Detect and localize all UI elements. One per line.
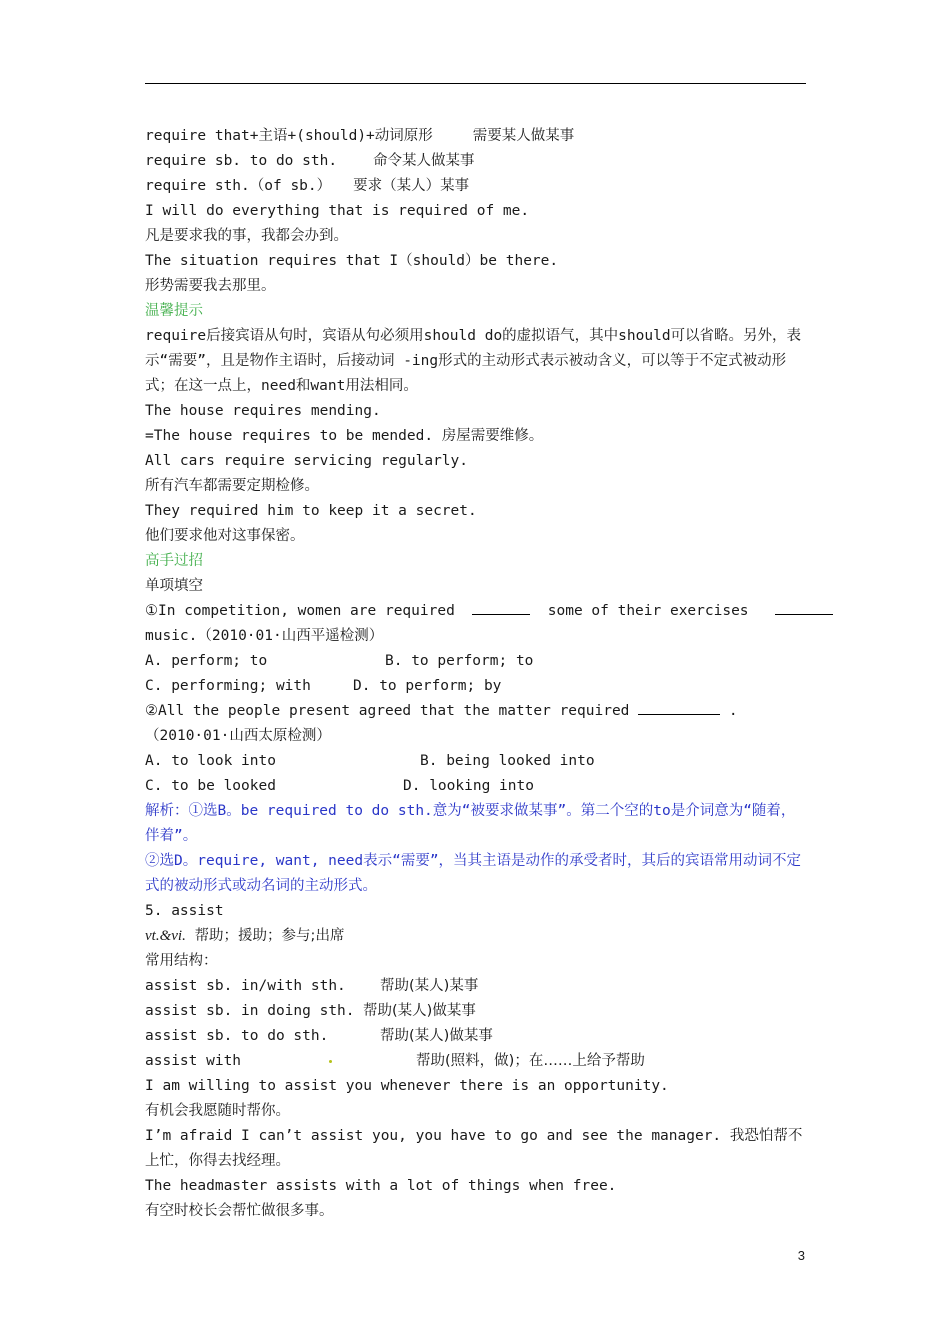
answer-blank	[775, 599, 833, 615]
question-1-options-row-2: C. performing; with D. to perform; by	[145, 678, 502, 694]
tip-heading: 温馨提示	[145, 303, 203, 319]
question-2: ②All the people present agreed that the matter required .	[145, 699, 807, 724]
require-structure-1: require that+主语+(should)+动词原形 需要某人做某事	[145, 128, 575, 144]
assist-definition: vt.&vi. 帮助；援助；参与;出席	[145, 928, 345, 944]
answer-blank	[638, 699, 720, 715]
question-2-options-row-1: A. to look into B. being looked into	[145, 753, 595, 769]
assist-structure-3: assist sb. to do sth. 帮助(某人)做某事	[145, 1028, 493, 1044]
assist-example-2: I’m afraid I can’t assist you, you have to go and see the manager. 我恐怕帮不上忙，你得去找经理。	[145, 1128, 803, 1169]
tip-example-2-cn: 所有汽车都需要定期检修。	[145, 478, 319, 494]
question-1-continued: music.（2010·01·山西平遥检测）	[145, 628, 384, 644]
assist-example-1-en: I am willing to assist you whenever there is an opportunity.	[145, 1078, 669, 1094]
assist-structure-2: assist sb. in doing sth. 帮助(某人)做某事	[145, 1003, 476, 1019]
require-example-2-cn: 形势需要我去那里。	[145, 278, 276, 294]
require-example-2-en: The situation requires that I（should）be there.	[145, 253, 559, 269]
require-structure-2: require sb. to do sth. 命令某人做某事	[145, 153, 475, 169]
question-2-options-row-2: C. to be looked D. looking into	[145, 778, 534, 794]
tip-example-2-en: All cars require servicing regularly.	[145, 453, 469, 469]
assist-structure-4: assist with 帮助(照料，做)；在……上给予帮助	[145, 1053, 645, 1069]
marker-dot	[329, 1060, 332, 1063]
tip-example-3-cn: 他们要求他对这事保密。	[145, 528, 305, 544]
document-body	[145, 124, 807, 1224]
question-2-source: （2010·01·山西太原检测）	[145, 728, 331, 744]
assist-example-1-cn: 有机会我愿随时帮你。	[145, 1103, 290, 1119]
tip-example-1: The house requires mending.	[145, 403, 381, 419]
tip-text: require后接宾语从句时，宾语从句必须用should do的虚拟语气，其中should可以省略。另外，表示“需要”，且是物作主语时，后接动词 -ing形式的主动形式表示被动含义，可以等于不定式被动形式；在这一点上，need和want用法相同。	[145, 328, 802, 394]
practice-subheading: 单项填空	[145, 578, 203, 594]
page-number: 3	[797, 1248, 805, 1263]
assist-common-structures: 常用结构：	[145, 953, 218, 969]
practice-heading: 高手过招	[145, 553, 203, 569]
require-example-1-en: I will do everything that is required of me.	[145, 203, 530, 219]
tip-example-3-en: They required him to keep it a secret.	[145, 503, 477, 519]
assist-example-3-en: The headmaster assists with a lot of things when free.	[145, 1178, 617, 1194]
analysis-1: 解析：①选B。be required to do sth.意为“被要求做某事”。第二个空的to是介词意为“随着，伴着”。	[145, 803, 796, 844]
analysis-2: ②选D。require, want, need表示“需要”，当其主语是动作的承受者时，其后的宾语常用动词不定式的被动形式或动名词的主动形式。	[145, 853, 802, 894]
assist-structure-1: assist sb. in/with sth. 帮助(某人)某事	[145, 978, 479, 994]
question-1-options-row-1: A. perform; to B. to perform; to	[145, 653, 534, 669]
require-example-1-cn: 凡是要求我的事，我都会办到。	[145, 228, 348, 244]
assist-title: 5. assist	[145, 903, 224, 919]
question-1: ①In competition, women are required some of their exercises	[145, 599, 807, 624]
header-rule	[145, 83, 806, 84]
tip-example-1b: =The house requires to be mended. 房屋需要维修。	[145, 428, 544, 444]
answer-blank	[472, 599, 530, 615]
assist-example-3-cn: 有空时校长会帮忙做很多事。	[145, 1203, 334, 1219]
require-structure-3: require sth.（of sb.） 要求（某人）某事	[145, 178, 470, 194]
